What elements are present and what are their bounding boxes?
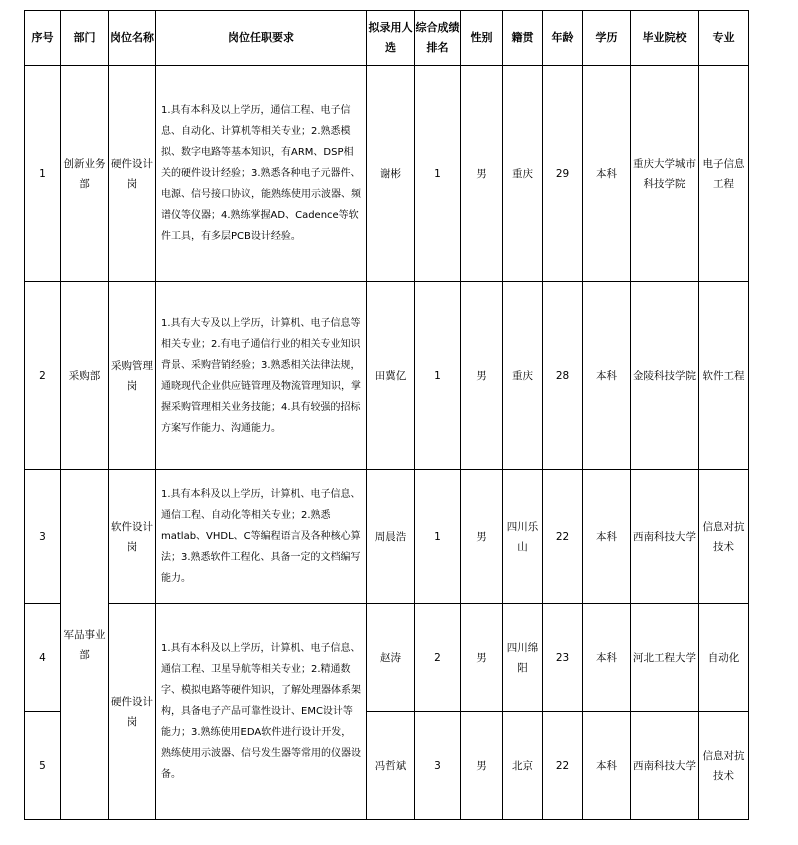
header-origin: 籍贯 [503,11,543,66]
cell-school: 西南科技大学 [631,470,699,604]
header-rank: 综合成绩排名 [415,11,461,66]
cell-position: 硬件设计岗 [109,604,156,820]
cell-origin: 四川绵阳 [503,604,543,712]
cell-candidate: 周晨浩 [367,470,415,604]
cell-gender: 男 [461,604,503,712]
cell-origin: 四川乐山 [503,470,543,604]
cell-education: 本科 [583,712,631,820]
cell-no: 5 [25,712,61,820]
cell-age: 23 [543,604,583,712]
cell-age: 22 [543,470,583,604]
cell-education: 本科 [583,470,631,604]
cell-position: 软件设计岗 [109,470,156,604]
cell-age: 22 [543,712,583,820]
cell-candidate: 赵涛 [367,604,415,712]
cell-major: 自动化 [699,604,749,712]
header-major: 专业 [699,11,749,66]
cell-no: 2 [25,282,61,470]
cell-origin: 北京 [503,712,543,820]
cell-age: 29 [543,66,583,282]
cell-no: 4 [25,604,61,712]
header-position: 岗位名称 [109,11,156,66]
table-row [25,282,749,470]
cell-school: 西南科技大学 [631,712,699,820]
cell-no: 3 [25,470,61,604]
table-row [25,604,749,712]
cell-major: 电子信息工程 [699,66,749,282]
header-education: 学历 [583,11,631,66]
cell-gender: 男 [461,712,503,820]
cell-requirements: 1.具有本科及以上学历，计算机、电子信息、通信工程、卫星导航等相关专业；2.精通数字、模拟电路等硬件知识，了解处理器体系架构，具备电子产品可靠性设计、EMC设计等能力；3.熟练使用EDA软件进行设计开发，熟练使用示波器、信号发生器等常用的仪器设备。 [156,604,367,820]
header-candidate: 拟录用人选 [367,11,415,66]
cell-requirements: 1.具有本科及以上学历，计算机、电子信息、通信工程、自动化等相关专业；2.熟悉matlab、VHDL、C等编程语言及各种核心算法；3.熟悉软件工程化、具备一定的文档编写能力。 [156,470,367,604]
cell-education: 本科 [583,282,631,470]
cell-major: 软件工程 [699,282,749,470]
cell-candidate: 谢彬 [367,66,415,282]
header-school: 毕业院校 [631,11,699,66]
header-age: 年龄 [543,11,583,66]
recruitment-table [24,10,749,820]
cell-major: 信息对抗技术 [699,470,749,604]
table-row [25,470,749,604]
cell-major: 信息对抗技术 [699,712,749,820]
cell-origin: 重庆 [503,282,543,470]
cell-gender: 男 [461,470,503,604]
cell-gender: 男 [461,66,503,282]
cell-dept: 采购部 [61,282,109,470]
cell-rank: 1 [415,66,461,282]
cell-requirements: 1.具有大专及以上学历，计算机、电子信息等相关专业；2.有电子通信行业的相关专业知识背景、采购营销经验；3.熟悉相关法律法规，通晓现代企业供应链管理及物流管理知识，掌握采购管理相关业务技能；4.具有较强的招标方案写作能力、沟通能力。 [156,282,367,470]
cell-rank: 3 [415,712,461,820]
cell-school: 河北工程大学 [631,604,699,712]
cell-dept: 创新业务部 [61,66,109,282]
cell-position: 硬件设计岗 [109,66,156,282]
cell-education: 本科 [583,604,631,712]
cell-school: 重庆大学城市科技学院 [631,66,699,282]
header-no: 序号 [25,11,61,66]
header-requirements: 岗位任职要求 [156,11,367,66]
cell-no: 1 [25,66,61,282]
cell-position: 采购管理岗 [109,282,156,470]
cell-origin: 重庆 [503,66,543,282]
cell-rank: 2 [415,604,461,712]
cell-candidate: 田冀亿 [367,282,415,470]
cell-gender: 男 [461,282,503,470]
header-row [25,11,749,66]
cell-dept: 军品事业部 [61,470,109,820]
cell-candidate: 冯哲斌 [367,712,415,820]
cell-rank: 1 [415,470,461,604]
cell-school: 金陵科技学院 [631,282,699,470]
cell-requirements: 1.具有本科及以上学历，通信工程、电子信息、自动化、计算机等相关专业；2.熟悉模拟、数字电路等基本知识，有ARM、DSP相关的硬件设计经验；3.熟悉各种电子元器件、电源、信号接口协议，能熟练使用示波器、频谱仪等仪器；4.熟练掌握AD、Cadence等软件工具，有多层PCB设计经验。 [156,66,367,282]
header-gender: 性别 [461,11,503,66]
cell-rank: 1 [415,282,461,470]
cell-education: 本科 [583,66,631,282]
header-dept: 部门 [61,11,109,66]
cell-age: 28 [543,282,583,470]
table-row [25,66,749,282]
